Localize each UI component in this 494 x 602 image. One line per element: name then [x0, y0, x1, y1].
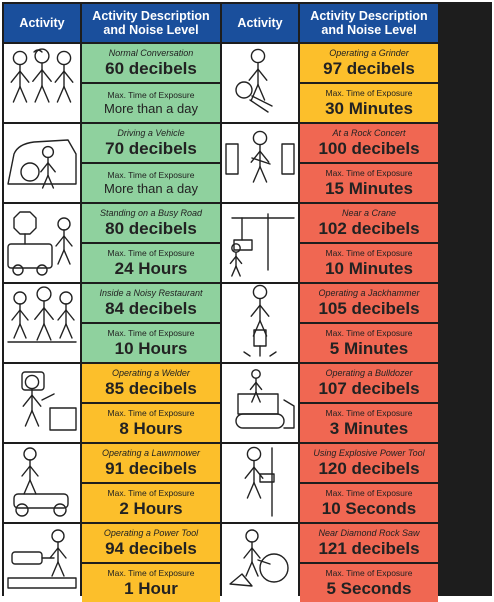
activity-name: Operating a Grinder	[329, 47, 409, 58]
activity-illustration	[4, 284, 80, 362]
welder-icon	[4, 364, 80, 442]
exposure-time: 5 Seconds	[326, 579, 412, 598]
exposure-cell	[300, 164, 438, 202]
noise-level: 84 decibels	[105, 298, 197, 318]
activity-name: At a Rock Concert	[332, 127, 406, 138]
exposure-cell	[300, 244, 438, 282]
exposure-label: Max. Time of Exposure	[325, 488, 413, 498]
crane-icon	[222, 204, 298, 282]
activity-illustration	[4, 364, 80, 442]
exposure-time: 30 Minutes	[325, 99, 413, 118]
activity-name: Inside a Noisy Restaurant	[99, 287, 203, 298]
rock-concert-icon	[222, 124, 298, 202]
activity-level-cell	[300, 444, 438, 482]
noise-level: 102 decibels	[318, 218, 420, 238]
activity-illustration	[222, 44, 298, 122]
exposure-cell	[300, 564, 438, 602]
exposure-label: Max. Time of Exposure	[325, 88, 413, 98]
exposure-cell	[82, 404, 220, 442]
noise-level: 120 decibels	[318, 458, 420, 478]
car-driver-icon	[4, 124, 80, 202]
exposure-cell	[82, 324, 220, 362]
exposure-cell	[300, 324, 438, 362]
activity-level-cell	[300, 44, 438, 82]
activity-level-cell	[300, 284, 438, 322]
exposure-time: 1 Hour	[124, 579, 178, 598]
activity-illustration	[4, 124, 80, 202]
noise-level: 121 decibels	[318, 538, 420, 558]
activity-level-cell	[82, 524, 220, 562]
activity-level-cell	[82, 124, 220, 162]
noise-level: 91 decibels	[105, 458, 197, 478]
explosive-tool-icon	[222, 444, 298, 522]
activity-name: Operating a Bulldozer	[325, 367, 413, 378]
exposure-label: Max. Time of Exposure	[107, 408, 195, 418]
power-tool-icon	[4, 524, 80, 602]
noise-level: 94 decibels	[105, 538, 197, 558]
activity-illustration	[222, 284, 298, 362]
noise-level: 60 decibels	[105, 58, 197, 78]
activity-name: Operating a Welder	[112, 367, 190, 378]
noise-level: 100 decibels	[318, 138, 420, 158]
activity-illustration	[4, 204, 80, 282]
activity-illustration	[4, 444, 80, 522]
activity-level-cell	[300, 204, 438, 242]
noise-level: 80 decibels	[105, 218, 197, 238]
exposure-cell	[300, 484, 438, 522]
exposure-label: Max. Time of Exposure	[107, 328, 195, 338]
activity-illustration	[4, 44, 80, 122]
exposure-label: Max. Time of Exposure	[107, 568, 195, 578]
activity-level-cell	[82, 284, 220, 322]
exposure-time: More than a day	[104, 181, 198, 196]
exposure-time: 10 Seconds	[321, 499, 417, 518]
noise-level: 85 decibels	[105, 378, 197, 398]
noise-level: 105 decibels	[318, 298, 420, 318]
busy-road-icon	[4, 204, 80, 282]
exposure-time: 2 Hours	[119, 499, 183, 518]
exposure-label: Max. Time of Exposure	[107, 90, 195, 100]
exposure-time: 8 Hours	[119, 419, 183, 438]
activity-name: Operating a Jackhammer	[318, 287, 420, 298]
header-activity-left: Activity	[4, 4, 80, 42]
exposure-cell	[82, 244, 220, 282]
exposure-label: Max. Time of Exposure	[325, 248, 413, 258]
exposure-cell	[82, 484, 220, 522]
activity-illustration	[222, 204, 298, 282]
exposure-time: More than a day	[104, 101, 198, 116]
exposure-time: 5 Minutes	[329, 339, 409, 358]
activity-name: Normal Conversation	[108, 47, 194, 58]
activity-level-cell	[300, 364, 438, 402]
exposure-label: Max. Time of Exposure	[325, 168, 413, 178]
exposure-time: 3 Minutes	[329, 419, 409, 438]
activity-illustration	[4, 524, 80, 602]
header-activity-right: Activity	[222, 4, 298, 42]
exposure-time: 10 Hours	[114, 339, 188, 358]
grinder-icon	[222, 44, 298, 122]
activity-name: Near Diamond Rock Saw	[318, 527, 420, 538]
jackhammer-icon	[222, 284, 298, 362]
header-description-left: Activity Description and Noise Level	[82, 4, 220, 42]
exposure-cell	[82, 564, 220, 602]
noise-level: 70 decibels	[105, 138, 197, 158]
exposure-label: Max. Time of Exposure	[325, 568, 413, 578]
activity-name: Standing on a Busy Road	[99, 207, 203, 218]
exposure-time: 10 Minutes	[325, 259, 413, 278]
activity-name: Operating a Lawnmower	[101, 447, 201, 458]
header-description-right: Activity Description and Noise Level	[300, 4, 438, 42]
activity-illustration	[222, 124, 298, 202]
activity-level-cell	[300, 524, 438, 562]
activity-name: Using Explosive Power Tool	[313, 447, 425, 458]
exposure-label: Max. Time of Exposure	[325, 328, 413, 338]
activity-name: Near a Crane	[341, 207, 397, 218]
rock-saw-icon	[222, 524, 298, 602]
activity-level-cell	[82, 44, 220, 82]
exposure-label: Max. Time of Exposure	[107, 170, 195, 180]
activity-level-cell	[82, 364, 220, 402]
exposure-label: Max. Time of Exposure	[325, 408, 413, 418]
conversation-icon	[4, 44, 80, 122]
exposure-time: 15 Minutes	[325, 179, 413, 198]
activity-illustration	[222, 524, 298, 602]
activity-illustration	[222, 364, 298, 442]
restaurant-icon	[4, 284, 80, 362]
exposure-cell	[82, 84, 220, 122]
activity-name: Operating a Power Tool	[103, 527, 199, 538]
exposure-time: 24 Hours	[114, 259, 188, 278]
lawnmower-icon	[4, 444, 80, 522]
activity-illustration	[222, 444, 298, 522]
exposure-label: Max. Time of Exposure	[107, 488, 195, 498]
noise-exposure-chart	[2, 2, 492, 596]
exposure-cell	[300, 84, 438, 122]
noise-level: 97 decibels	[323, 58, 415, 78]
activity-level-cell	[82, 444, 220, 482]
activity-level-cell	[300, 124, 438, 162]
exposure-cell	[300, 404, 438, 442]
bulldozer-icon	[222, 364, 298, 442]
exposure-cell	[82, 164, 220, 202]
exposure-label: Max. Time of Exposure	[107, 248, 195, 258]
activity-name: Driving a Vehicle	[117, 127, 185, 138]
activity-level-cell	[82, 204, 220, 242]
noise-level: 107 decibels	[318, 378, 420, 398]
